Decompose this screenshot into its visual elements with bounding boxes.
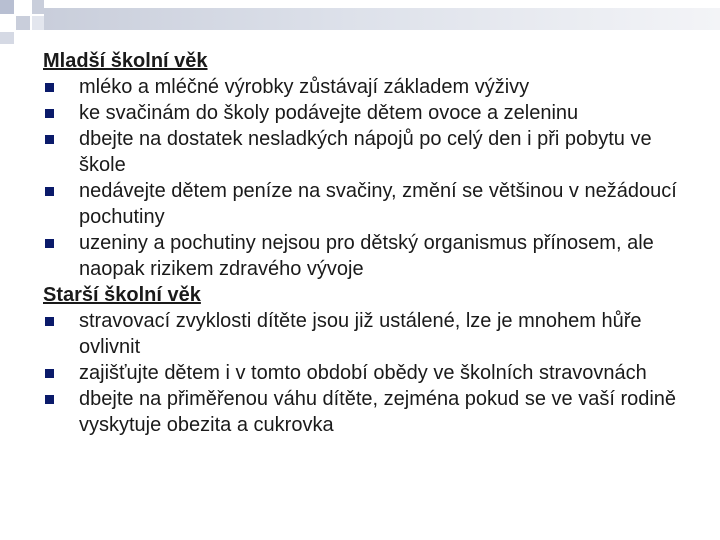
list-item xyxy=(43,308,703,360)
list-item xyxy=(43,360,703,386)
section-heading: Mladší školní věk xyxy=(43,50,208,72)
deco-square xyxy=(32,0,44,14)
header-gradient-bar xyxy=(44,8,720,30)
deco-square xyxy=(16,0,30,14)
list-item xyxy=(43,100,703,126)
list-item xyxy=(43,126,703,178)
slide-content xyxy=(43,48,703,438)
list-item xyxy=(43,74,703,100)
square-bullet-icon xyxy=(45,83,54,92)
square-bullet-icon xyxy=(45,135,54,144)
list-item xyxy=(43,178,703,230)
square-bullet-icon xyxy=(45,239,54,248)
list-item-text: dbejte na přiměřenou váhu dítěte, zejména pokud se ve vaší rodině vyskytuje obezita a cukrovka xyxy=(79,388,677,436)
list-item-text: stravovací zvyklosti dítěte jsou již ustálené, lze je mnohem hůře ovlivnit xyxy=(79,310,642,358)
square-bullet-icon xyxy=(45,109,54,118)
list-item-text: uzeniny a pochutiny nejsou pro dětský organismus přínosem, ale naopak rizikem zdravého vývoje xyxy=(79,232,654,280)
deco-square xyxy=(16,32,30,44)
square-bullet-icon xyxy=(45,395,54,404)
bullet-list xyxy=(43,74,703,282)
list-item-text: mléko a mléčné výrobky zůstávají základem výživy xyxy=(79,76,530,98)
deco-square xyxy=(0,0,14,14)
list-item xyxy=(43,230,703,282)
bullet-list xyxy=(43,308,703,438)
list-item-text: ke svačinám do školy podávejte dětem ovoce a zeleninu xyxy=(79,102,579,124)
list-item-text: nedávejte dětem peníze na svačiny, změní se většinou v nežádoucí pochutiny xyxy=(79,180,677,228)
list-item-text: dbejte na dostatek nesladkých nápojů po celý den i při pobytu ve škole xyxy=(79,128,652,176)
deco-square xyxy=(0,16,14,30)
square-bullet-icon xyxy=(45,187,54,196)
header-decoration xyxy=(0,0,720,48)
deco-square xyxy=(32,16,44,30)
list-item-text: zajišťujte dětem i v tomto období obědy ve školních stravovnách xyxy=(79,362,647,384)
list-item xyxy=(43,386,703,438)
section-heading: Starší školní věk xyxy=(43,284,201,306)
deco-square xyxy=(16,16,30,30)
square-bullet-icon xyxy=(45,369,54,378)
square-bullet-icon xyxy=(45,317,54,326)
deco-square xyxy=(0,32,14,44)
